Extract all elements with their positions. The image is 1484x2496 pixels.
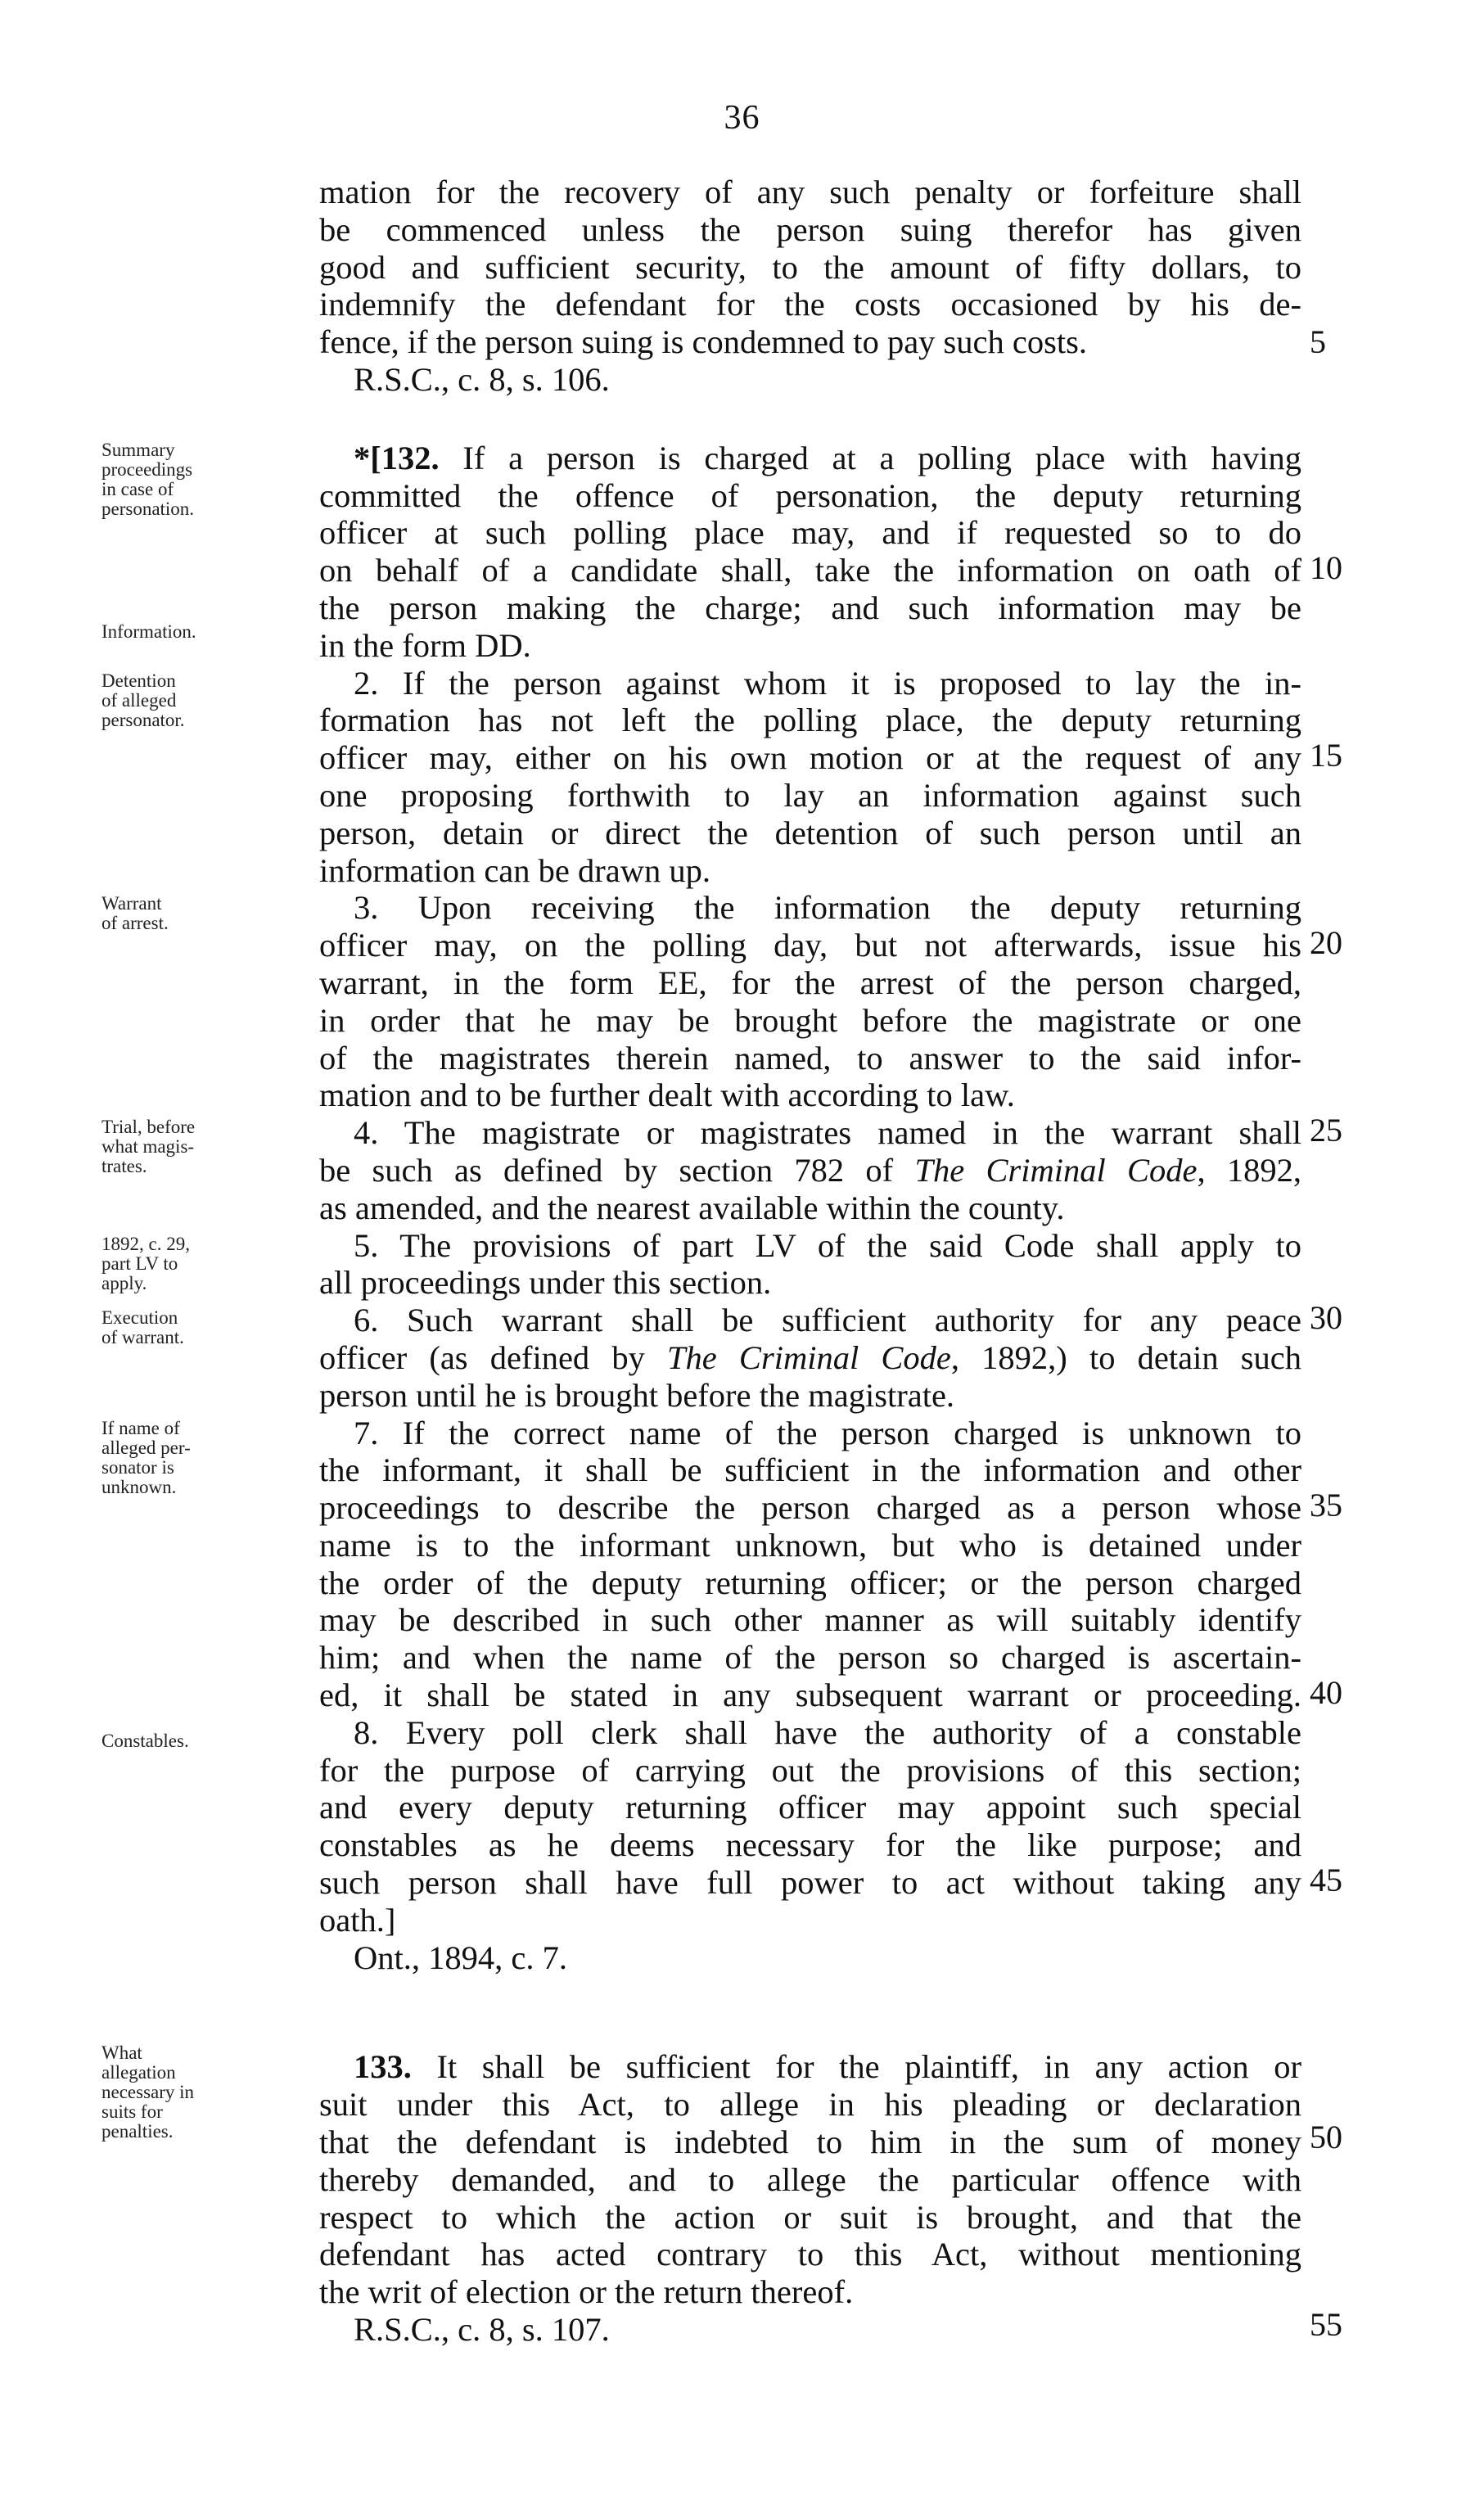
text-line: 2. If the person against whom it is proposed to lay the in-	[354, 664, 1301, 702]
text-line: 5. The provisions of part LV of the said Code shall apply to	[354, 1226, 1301, 1264]
text-line: that the defendant is indebted to him in the sum of money	[319, 2124, 1301, 2161]
text-line: fence, if the person suing is condemned to pay such costs.	[319, 323, 1088, 361]
margin-note-warrant: Warrant of arrest.	[101, 893, 169, 933]
text-line: oath.]	[319, 1901, 396, 1939]
margin-note-1892: 1892, c. 29, part LV to apply.	[101, 1234, 190, 1293]
text-line: the informant, it shall be sufficient in the information and other	[319, 1451, 1301, 1489]
margin-note-allegation: What allegation necessary in suits for penalties.	[101, 2042, 195, 2142]
text-line: 8. Every poll clerk shall have the authority of a constable	[354, 1713, 1301, 1751]
text-line: officer may, either on his own motion or at the request of any	[319, 739, 1301, 777]
text-line: mation and to be further dealt with according to law.	[319, 1076, 1015, 1114]
text-line: thereby demanded, and to allege the particular offence with	[319, 2160, 1301, 2198]
text-line: proceedings to describe the person charged as a person whose	[319, 1489, 1301, 1527]
line-number: 20	[1310, 924, 1342, 961]
section-133-line: 133. It shall be sufficient for the plaintiff, in any action or	[354, 2048, 1301, 2086]
line-number: 40	[1310, 1674, 1342, 1711]
text-line: the person making the charge; and such information may be	[319, 589, 1301, 626]
text-line: respect to which the action or suit is brought, and that the	[319, 2198, 1301, 2236]
text-line: and every deputy returning officer may appoint such special	[319, 1789, 1301, 1826]
text-line: formation has not left the polling place, the deputy returning	[319, 702, 1301, 739]
text-line: such person shall have full power to act without taking any	[319, 1864, 1301, 1902]
margin-note-trial: Trial, before what magis- trates.	[101, 1117, 196, 1176]
text-line: be such as defined by section 782 of The Criminal Code, 1892,	[319, 1151, 1301, 1189]
margin-note-information: Information.	[101, 621, 196, 642]
text-line: 4. The magistrate or magistrates named in the warrant shall	[354, 1114, 1301, 1152]
text-line: good and sufficient security, to the amount of fifty dollars, to	[319, 248, 1301, 286]
text-line: 6. Such warrant shall be sufficient authority for any peace	[354, 1302, 1301, 1339]
section-132-line: *[132. If a person is charged at a polling place with having	[354, 439, 1301, 476]
text-line: the writ of election or the return thereof.	[319, 2273, 854, 2311]
text-line: one proposing forthwith to lay an information against such	[319, 776, 1301, 814]
text-line: constables as he deems necessary for the like purpose; and	[319, 1826, 1301, 1864]
text-line: person until he is brought before the magistrate.	[319, 1376, 955, 1414]
text-line: defendant has acted contrary to this Act, without mentioning	[319, 2236, 1301, 2273]
text-line: all proceedings under this section.	[319, 1264, 772, 1302]
text-line: him; and when the name of the person so charged is ascertain-	[319, 1639, 1301, 1677]
text-line: as amended, and the nearest available within the county.	[319, 1189, 1065, 1226]
line-number: 5	[1310, 323, 1326, 360]
margin-note-detention: Detention of alleged personator.	[101, 670, 185, 730]
line-number: 45	[1310, 1862, 1342, 1898]
citation-line: R.S.C., c. 8, s. 107.	[354, 2311, 610, 2349]
act-title: The Criminal Code	[914, 1151, 1198, 1189]
line-number: 10	[1310, 549, 1342, 586]
line-number: 25	[1310, 1112, 1342, 1149]
text-line: name is to the informant unknown, but who is detained under	[319, 1526, 1301, 1564]
act-title: The Criminal Code	[667, 1338, 951, 1376]
text-line: may be described in such other manner as will suitably identify	[319, 1601, 1301, 1639]
citation-line: Ont., 1894, c. 7.	[354, 1939, 567, 1976]
margin-note-summary: Summary proceedings in case of personation.	[101, 440, 195, 519]
text-line: in the form DD.	[319, 626, 531, 664]
text-line: person, detain or direct the detention of such person until an	[319, 814, 1301, 851]
text-line: officer at such polling place may, and if requested so to do	[319, 514, 1301, 552]
citation-line: R.S.C., c. 8, s. 106.	[354, 360, 610, 398]
text-line: 7. If the correct name of the person charged is unknown to	[354, 1414, 1301, 1451]
text-line: be commenced unless the person suing therefor has given	[319, 210, 1301, 248]
text-line: for the purpose of carrying out the provisions of this section;	[319, 1751, 1301, 1789]
text-line: ed, it shall be stated in any subsequent warrant or proceeding.	[319, 1677, 1301, 1714]
margin-note-execution: Execution of warrant.	[101, 1307, 184, 1347]
text-line: warrant, in the form EE, for the arrest of the person charged,	[319, 964, 1301, 1001]
text-line: 3. Upon receiving the information the deputy returning	[354, 889, 1301, 927]
text-line: officer may, on the polling day, but not afterwards, issue his	[319, 927, 1301, 964]
line-number: 35	[1310, 1487, 1342, 1523]
text-line: suit under this Act, to allege in his pleading or declaration	[319, 2086, 1301, 2124]
text-line: the order of the deputy returning officer; or the person charged	[319, 1564, 1301, 1601]
text-line: of the magistrates therein named, to answer to the said infor-	[319, 1039, 1301, 1076]
text-line: indemnify the defendant for the costs occasioned by his de-	[319, 286, 1301, 323]
text-line: information can be drawn up.	[319, 851, 710, 889]
body-text	[319, 174, 1301, 2349]
text-line: committed the offence of personation, the deputy returning	[319, 476, 1301, 514]
text-line: officer (as defined by The Criminal Code, 1892,) to detain such	[319, 1338, 1301, 1376]
line-number: 15	[1310, 737, 1342, 774]
margin-note-unknown-name: If name of alleged per- sonator is unknown.	[101, 1418, 191, 1497]
section-number: 133.	[354, 2048, 412, 2086]
text-line: on behalf of a candidate shall, take the information on oath of	[319, 552, 1301, 589]
text-line: mation for the recovery of any such penalty or forfeiture shall	[319, 174, 1301, 210]
line-number: 30	[1310, 1299, 1342, 1336]
section-number: *[132.	[354, 439, 440, 476]
line-number: 55	[1310, 2306, 1342, 2343]
line-number: 50	[1310, 2119, 1342, 2155]
text-line: in order that he may be brought before the magistrate or one	[319, 1001, 1301, 1039]
page-number: 36	[724, 99, 760, 137]
margin-note-constables: Constables.	[101, 1731, 189, 1751]
